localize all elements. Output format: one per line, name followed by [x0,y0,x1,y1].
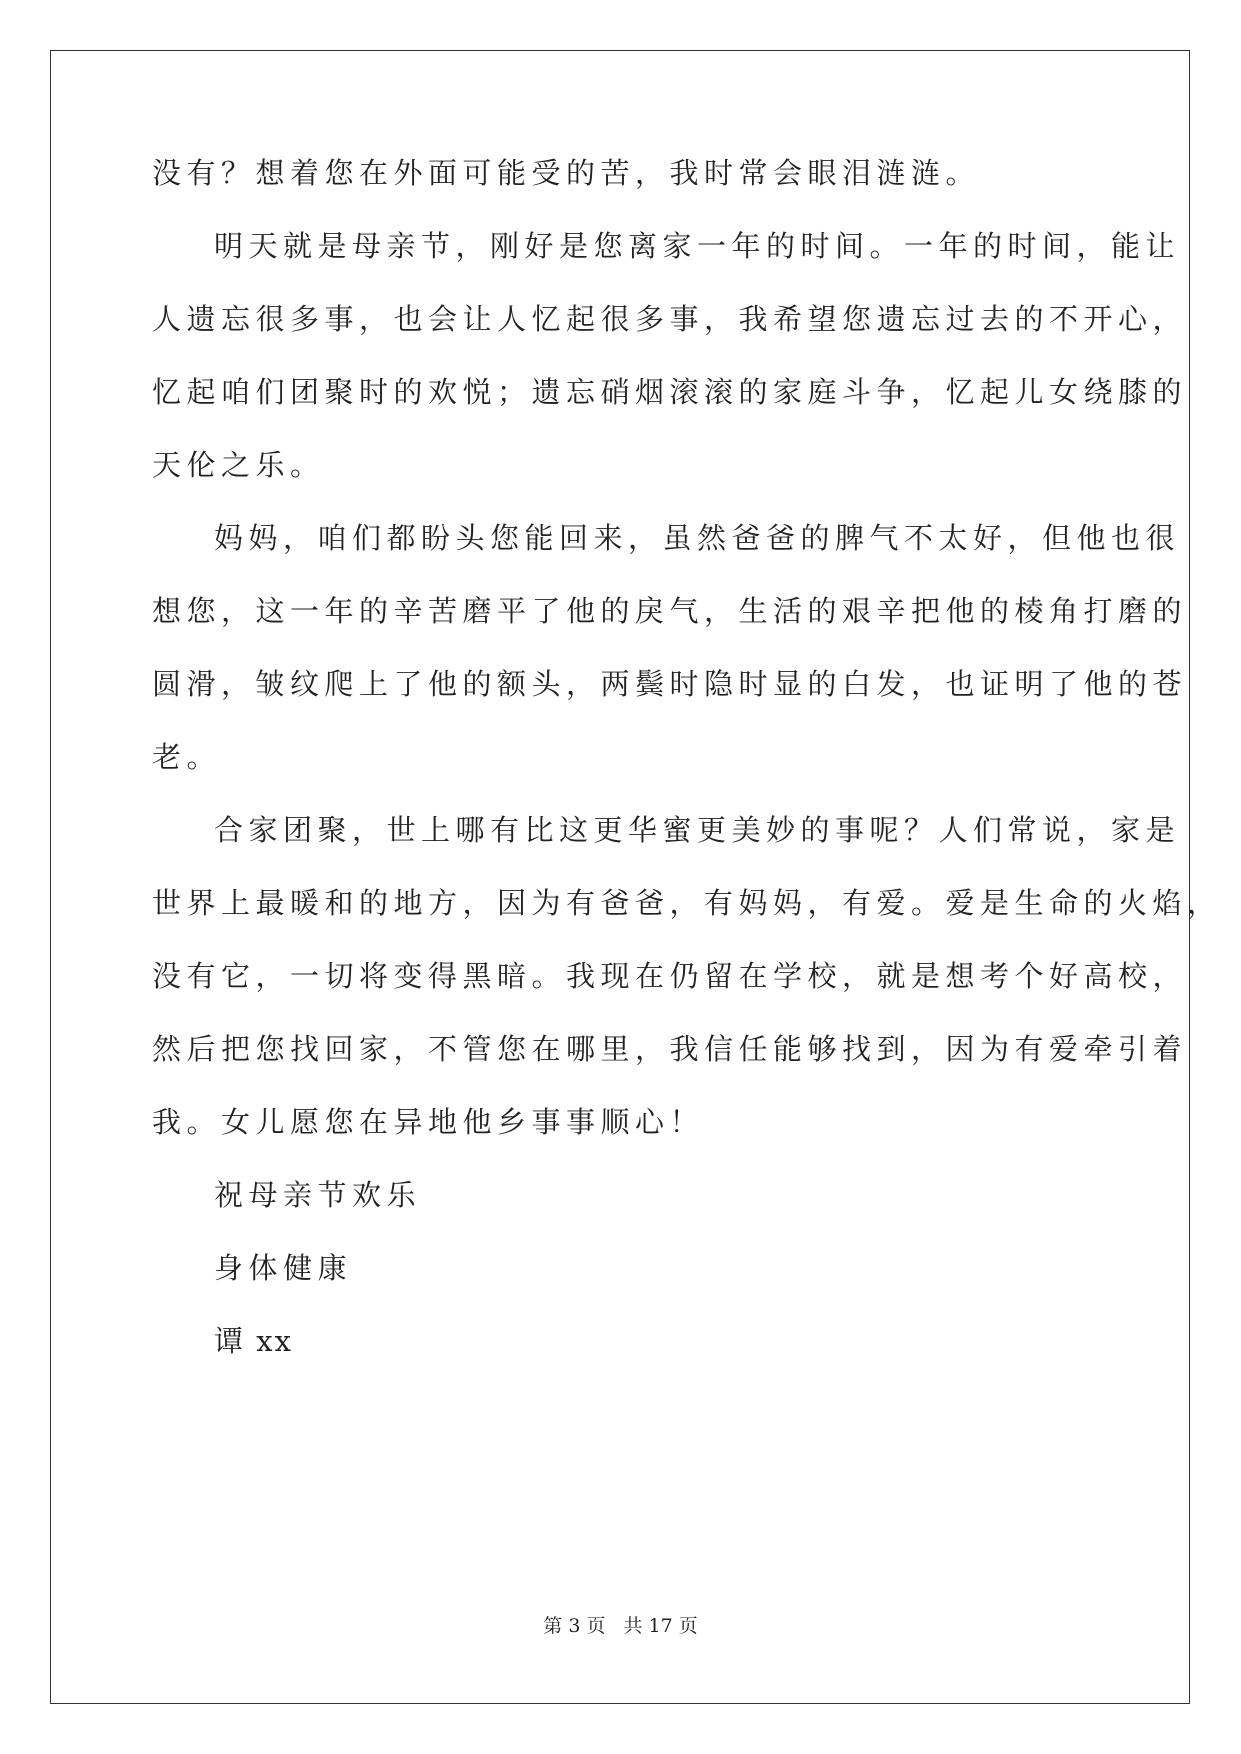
body-line: 想您，这一年的辛苦磨平了他的戾气，生活的艰辛把他的棱角打磨的 [152,594,1188,628]
body-line: 然后把您找回家，不管您在哪里，我信任能够找到，因为有爱牵引着 [152,1032,1188,1066]
page-footer [0,1614,1241,1638]
body-line: 世界上最暖和的地方，因为有爸爸，有妈妈，有爱。爱是生命的火焰， [152,886,1222,920]
body-line: 没有它，一切将变得黑暗。我现在仍留在学校，就是想考个好高校， [152,959,1188,993]
page-number: 第 3 页 [543,1615,606,1637]
paragraph-start-line: 明天就是母亲节，刚好是您离家一年的时间。一年的时间，能让 [214,229,1181,263]
signature: 谭 xx [214,1324,293,1358]
closing-wish: 祝母亲节欢乐 [214,1178,422,1212]
body-line: 忆起咱们团聚时的欢悦；遗忘硝烟滚滚的家庭斗争，忆起儿女绕膝的 [152,375,1188,409]
body-line: 老。 [152,740,222,774]
body-line: 我。女儿愿您在异地他乡事事顺心！ [152,1105,705,1139]
body-line: 天伦之乐。 [152,448,325,482]
closing-health: 身体健康 [214,1251,353,1285]
body-line: 人遗忘很多事，也会让人忆起很多事，我希望您遗忘过去的不开心， [152,302,1188,336]
body-line: 没有？想着您在外面可能受的苦，我时常会眼泪涟涟。 [152,156,981,190]
paragraph-start-line: 合家团聚，世上哪有比这更华蜜更美妙的事呢？人们常说，家是 [214,813,1181,847]
body-line: 圆滑，皱纹爬上了他的额头，两鬓时隐时显的白发，也证明了他的苍 [152,667,1188,701]
page-total: 共 17 页 [623,1615,698,1637]
paragraph-start-line: 妈妈，咱们都盼头您能回来，虽然爸爸的脾气不太好，但他也很 [214,521,1181,555]
